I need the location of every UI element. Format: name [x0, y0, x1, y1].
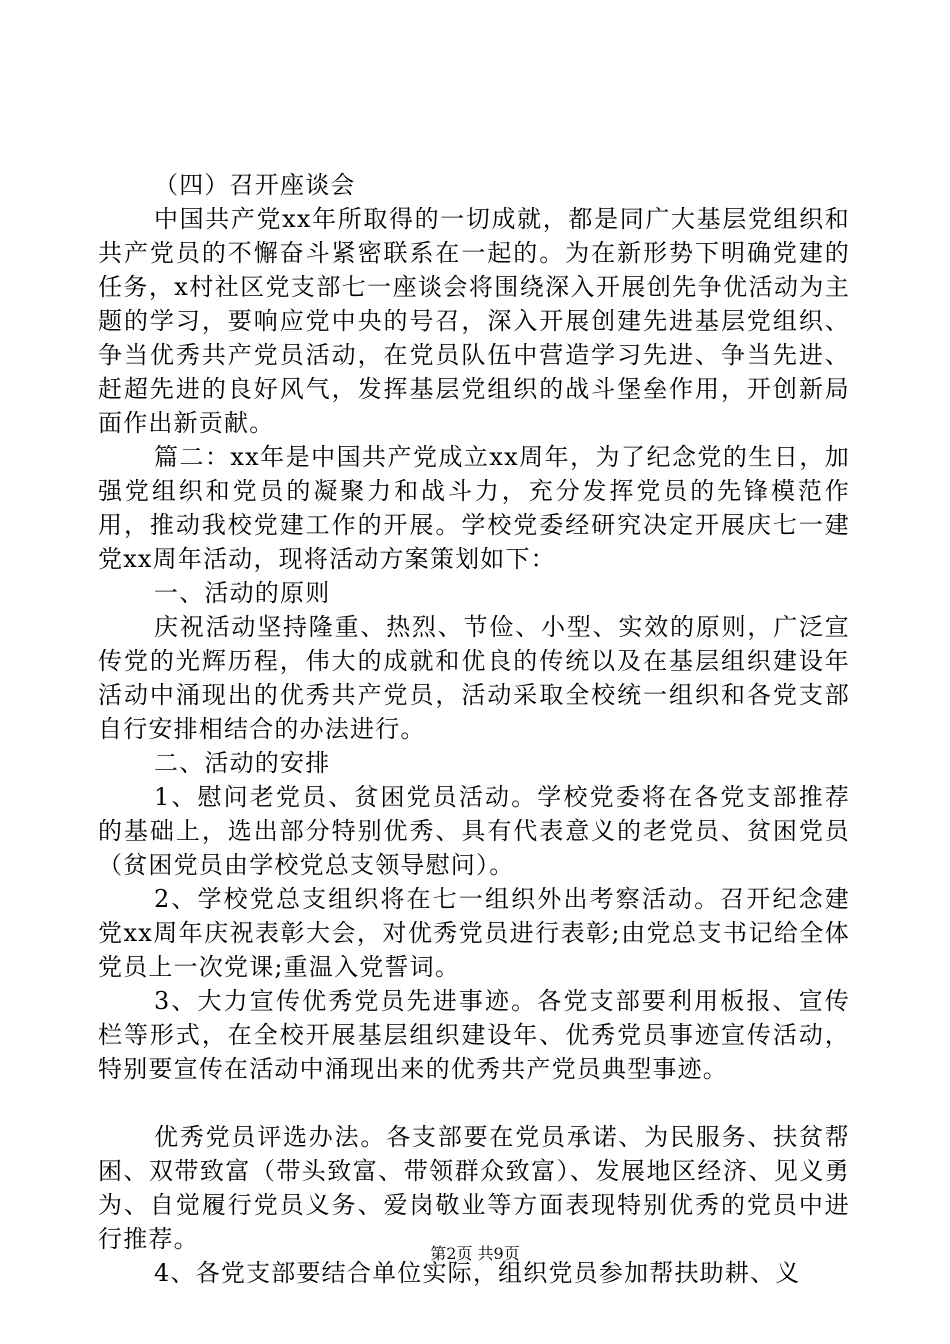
list-item-1: 1、慰问老党员、贫困党员活动。学校党委将在各党支部推荐的基础上，选出部分特别优秀、具有代表意义的老党员、贫困党员（贫困党员由学校党总支领导慰问）。 [98, 783, 850, 879]
section-heading-principles: 一、活动的原则 [154, 579, 331, 607]
page-number-footer: 第2页 共9页 [430, 1244, 520, 1263]
paragraph-principles-body: 庆祝活动坚持隆重、热烈、节俭、小型、实效的原则，广泛宣传党的光辉历程，伟大的成就和优良的传统以及在基层组织建设年活动中涌现出的优秀共产党员，活动采取全校统一组织和各党支部自行安排相结合的办法进行。 [98, 613, 850, 743]
paragraph-symposium-body: 中国共产党xx年所取得的一切成就，都是同广大基层党组织和共产党员的不懈奋斗紧密联系在一起的。为在新形势下明确党建的任务，x村社区党支部七一座谈会将围绕深入开展创先争优活动为主题的学习，要响应党中央的号召，深入开展创建先进基层党组织、争当优秀共产党员活动，在党员队伍中营造学习先进、争当先进、赶超先进的良好风气，发挥基层党组织的战斗堡垒作用，开创新局面作出新贡献。 [98, 205, 850, 437]
list-item-4: 4、各党支部要结合单位实际，组织党员参加帮扶助耕、义 [154, 1259, 801, 1287]
section-heading-symposium: （四）召开座谈会 [154, 171, 356, 199]
list-item-3: 3、大力宣传优秀党员先进事迹。各党支部要利用板报、宣传栏等形式，在全校开展基层组织建设年、优秀党员事迹宣传活动，特别要宣传在活动中涌现出来的优秀共产党员典型事迹。 [98, 987, 850, 1083]
document-body [98, 168, 850, 1290]
section-heading-arrangements: 二、活动的安排 [154, 749, 331, 777]
paragraph-selection-method: 优秀党员评选办法。各支部要在党员承诺、为民服务、扶贫帮困、双带致富（带头致富、带领群众致富）、发展地区经济、见义勇为、自觉履行党员义务、爱岗敬业等方面表现特别优秀的党员中进行推荐。 [98, 1123, 850, 1253]
paragraph-part-two-intro: 篇二：xx年是中国共产党成立xx周年，为了纪念党的生日，加强党组织和党员的凝聚力和战斗力，充分发挥党员的先锋模范作用，推动我校党建工作的开展。学校党委经研究决定开展庆七一建党xx周年活动，现将活动方案策划如下： [98, 443, 850, 573]
list-item-2: 2、学校党总支组织将在七一组织外出考察活动。召开纪念建党xx周年庆祝表彰大会，对优秀党员进行表彰;由党总支书记给全体党员上一次党课;重温入党誓词。 [98, 885, 850, 981]
